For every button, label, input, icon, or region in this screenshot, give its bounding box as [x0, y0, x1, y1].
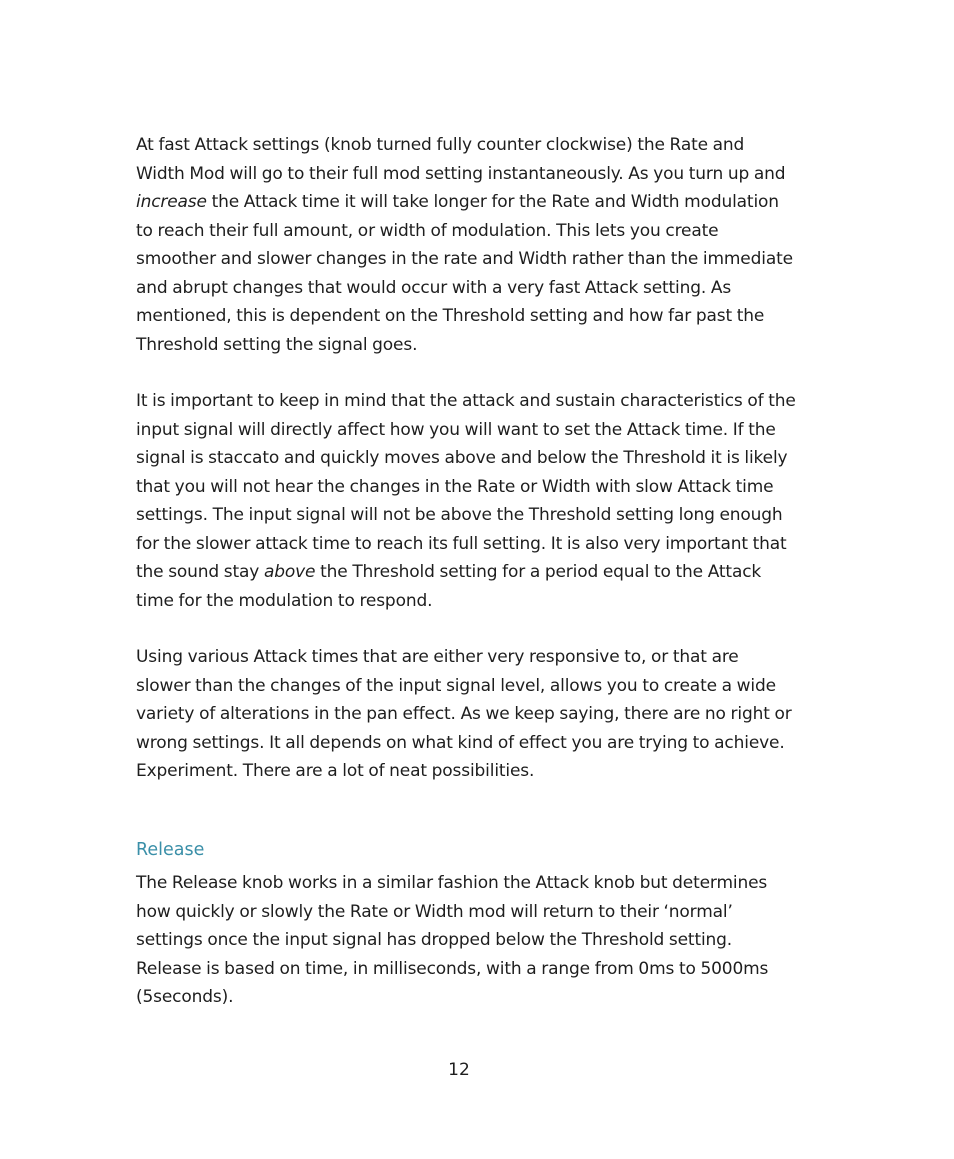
paragraph-gap [136, 615, 796, 643]
paragraph-text: It is important to keep in mind that the attack and sustain characteristics of the input signal will directly affect how you will want to set the Attack time. If the signal is staccato and quickly moves above and below the Threshold it is likely that you will not hear the changes in the Rate or Width with slow Attack time settings. The input signal will not be above the Threshold setting long enough for the slower attack time to reach its full setting. It is also very important that the sound stay [136, 391, 796, 582]
paragraph-text: the Attack time it will take longer for the Rate and Width modulation to reach their full amount, or width of modulation. This lets you create smoother and slower changes in the rate and Width rather than the immediate and abrupt changes that would occur with a very fast Attack setting. As mentioned, this is dependent on the Threshold setting and how far past the Threshold setting the signal goes. [136, 192, 793, 355]
section-heading-release: Release [136, 840, 205, 860]
paragraph-attack-characteristics [136, 387, 796, 615]
emphasis-above: above [263, 562, 316, 582]
paragraph-text: the Threshold setting for a period equal to the Attack time for the modulation to respond. [136, 562, 762, 611]
page-number: 12 [448, 1060, 470, 1080]
paragraph-release: The Release knob works in a similar fashion the Attack knob but determines how quickly or slowly the Rate or Width mod will return to their ‘normal’ settings once the input signal has dropped below the Threshold setting. Release is based on time, in milliseconds, with a range from 0ms to 5000ms (5seconds). [136, 873, 769, 1007]
paragraph-attack-fast [136, 131, 796, 359]
paragraph-text: At fast Attack settings (knob turned fully counter clockwise) the Rate and Width Mod will go to their full mod setting instantaneously. As you turn up and [136, 135, 786, 184]
main-text-column [136, 131, 796, 786]
emphasis-increase: increase [136, 192, 207, 212]
paragraph-attack-variety: Using various Attack times that are either very responsive to, or that are slower than the changes of the input signal level, allows you to create a wide variety of alterations in the pan effect. As we keep saying, there are no right or wrong settings. It all depends on what kind of effect you are trying to achieve. Experiment. There are a lot of neat possibilities. [136, 647, 792, 781]
paragraph-gap [136, 359, 796, 387]
release-section [136, 869, 796, 1012]
